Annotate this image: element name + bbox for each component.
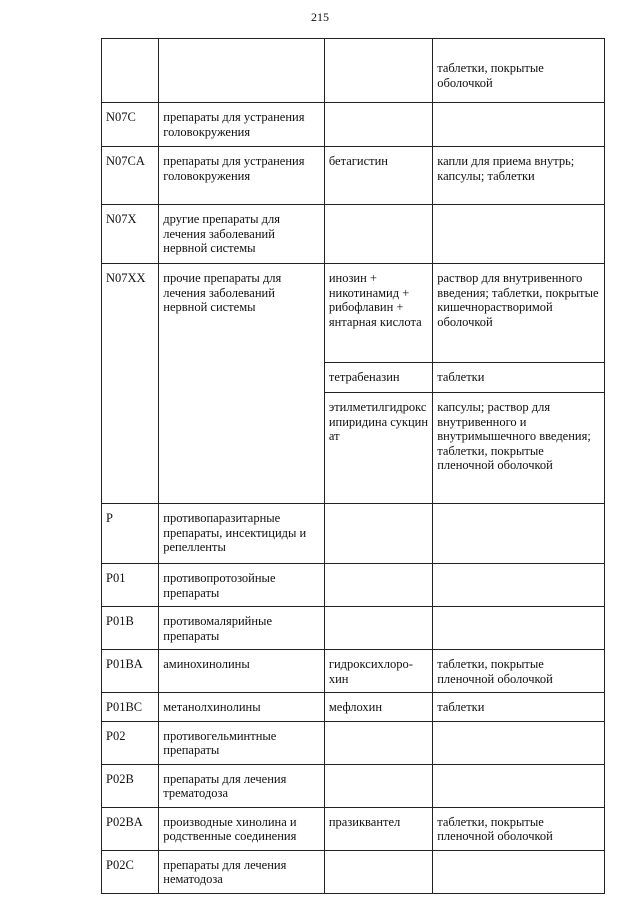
table-row (102, 103, 605, 147)
table-row (102, 764, 605, 807)
drug-table (101, 38, 605, 894)
dosage-form (433, 764, 605, 807)
table-row (102, 650, 605, 693)
drug-inn: празиквантел (324, 807, 432, 850)
dosage-form: таблетки (433, 363, 605, 393)
drug-inn (324, 103, 432, 147)
table-row (102, 264, 605, 363)
table-row (102, 147, 605, 205)
atc-code: P02B (102, 764, 159, 807)
atc-code: P01BC (102, 693, 159, 722)
dosage-form: таблетки, покрытые пленочной оболочкой (433, 807, 605, 850)
group-name: препараты для устранения головокружения (159, 103, 325, 147)
atc-code: P02BA (102, 807, 159, 850)
drug-inn (324, 764, 432, 807)
group-name: препараты для лечения трематодоза (159, 764, 325, 807)
dosage-form (433, 564, 605, 607)
dosage-form (433, 103, 605, 147)
atc-code: N07XX (102, 264, 159, 504)
drug-inn (324, 607, 432, 650)
atc-code: P01 (102, 564, 159, 607)
group-name (159, 39, 325, 103)
dosage-form: таблетки, покрытые пленочной оболочкой (433, 650, 605, 693)
group-name: противопаразитарные препараты, инсектициды и репелленты (159, 504, 325, 564)
drug-inn: тетрабеназин (324, 363, 432, 393)
dosage-form: капсулы; раствор для внутривенного и внутримышечного введения; таблетки, покрытые пленочной оболочкой (433, 393, 605, 504)
group-name: прочие препараты для лечения заболеваний нервной системы (159, 264, 325, 504)
drug-inn: мефлохин (324, 693, 432, 722)
drug-inn: инозин + никотинамид + рибофлавин + янтарная кислота (324, 264, 432, 363)
dosage-form: раствор для внутривенного введения; таблетки, покрытые кишечнорастворимой оболочкой (433, 264, 605, 363)
group-name: метанолхинолины (159, 693, 325, 722)
table-row (102, 504, 605, 564)
dosage-form: таблетки, покрытые оболочкой (433, 39, 605, 103)
group-name: противогельминтные препараты (159, 721, 325, 764)
drug-inn (324, 39, 432, 103)
group-name: препараты для устранения головокружения (159, 147, 325, 205)
dosage-form (433, 721, 605, 764)
dosage-form (433, 504, 605, 564)
atc-code: N07CA (102, 147, 159, 205)
drug-inn: бетагистин (324, 147, 432, 205)
atc-code: P02C (102, 850, 159, 893)
table-row (102, 39, 605, 103)
group-name: производные хинолина и родственные соединения (159, 807, 325, 850)
group-name: препараты для лечения нематодоза (159, 850, 325, 893)
table-row (102, 807, 605, 850)
group-name: другие препараты для лечения заболеваний нервной системы (159, 205, 325, 264)
atc-code: P01B (102, 607, 159, 650)
atc-code: P01BA (102, 650, 159, 693)
table-row (102, 607, 605, 650)
table-row (102, 850, 605, 893)
table-row (102, 721, 605, 764)
dosage-form (433, 850, 605, 893)
group-name: противопротозойные препараты (159, 564, 325, 607)
atc-code: N07C (102, 103, 159, 147)
group-name: противомалярийные препараты (159, 607, 325, 650)
drug-inn (324, 504, 432, 564)
atc-code: P (102, 504, 159, 564)
dosage-form: капли для приема внутрь; капсулы; таблетки (433, 147, 605, 205)
atc-code: P02 (102, 721, 159, 764)
page-number: 215 (311, 10, 329, 24)
dosage-form: таблетки (433, 693, 605, 722)
atc-code: N07X (102, 205, 159, 264)
drug-inn (324, 850, 432, 893)
drug-inn (324, 564, 432, 607)
table-row (102, 205, 605, 264)
table-row (102, 693, 605, 722)
atc-code (102, 39, 159, 103)
table-row (102, 564, 605, 607)
drug-inn: этилметилгидроксипиридина сукцинат (324, 393, 432, 504)
dosage-form (433, 205, 605, 264)
drug-inn (324, 721, 432, 764)
drug-inn (324, 205, 432, 264)
drug-inn: гидроксихлоро-хин (324, 650, 432, 693)
dosage-form (433, 607, 605, 650)
group-name: аминохинолины (159, 650, 325, 693)
